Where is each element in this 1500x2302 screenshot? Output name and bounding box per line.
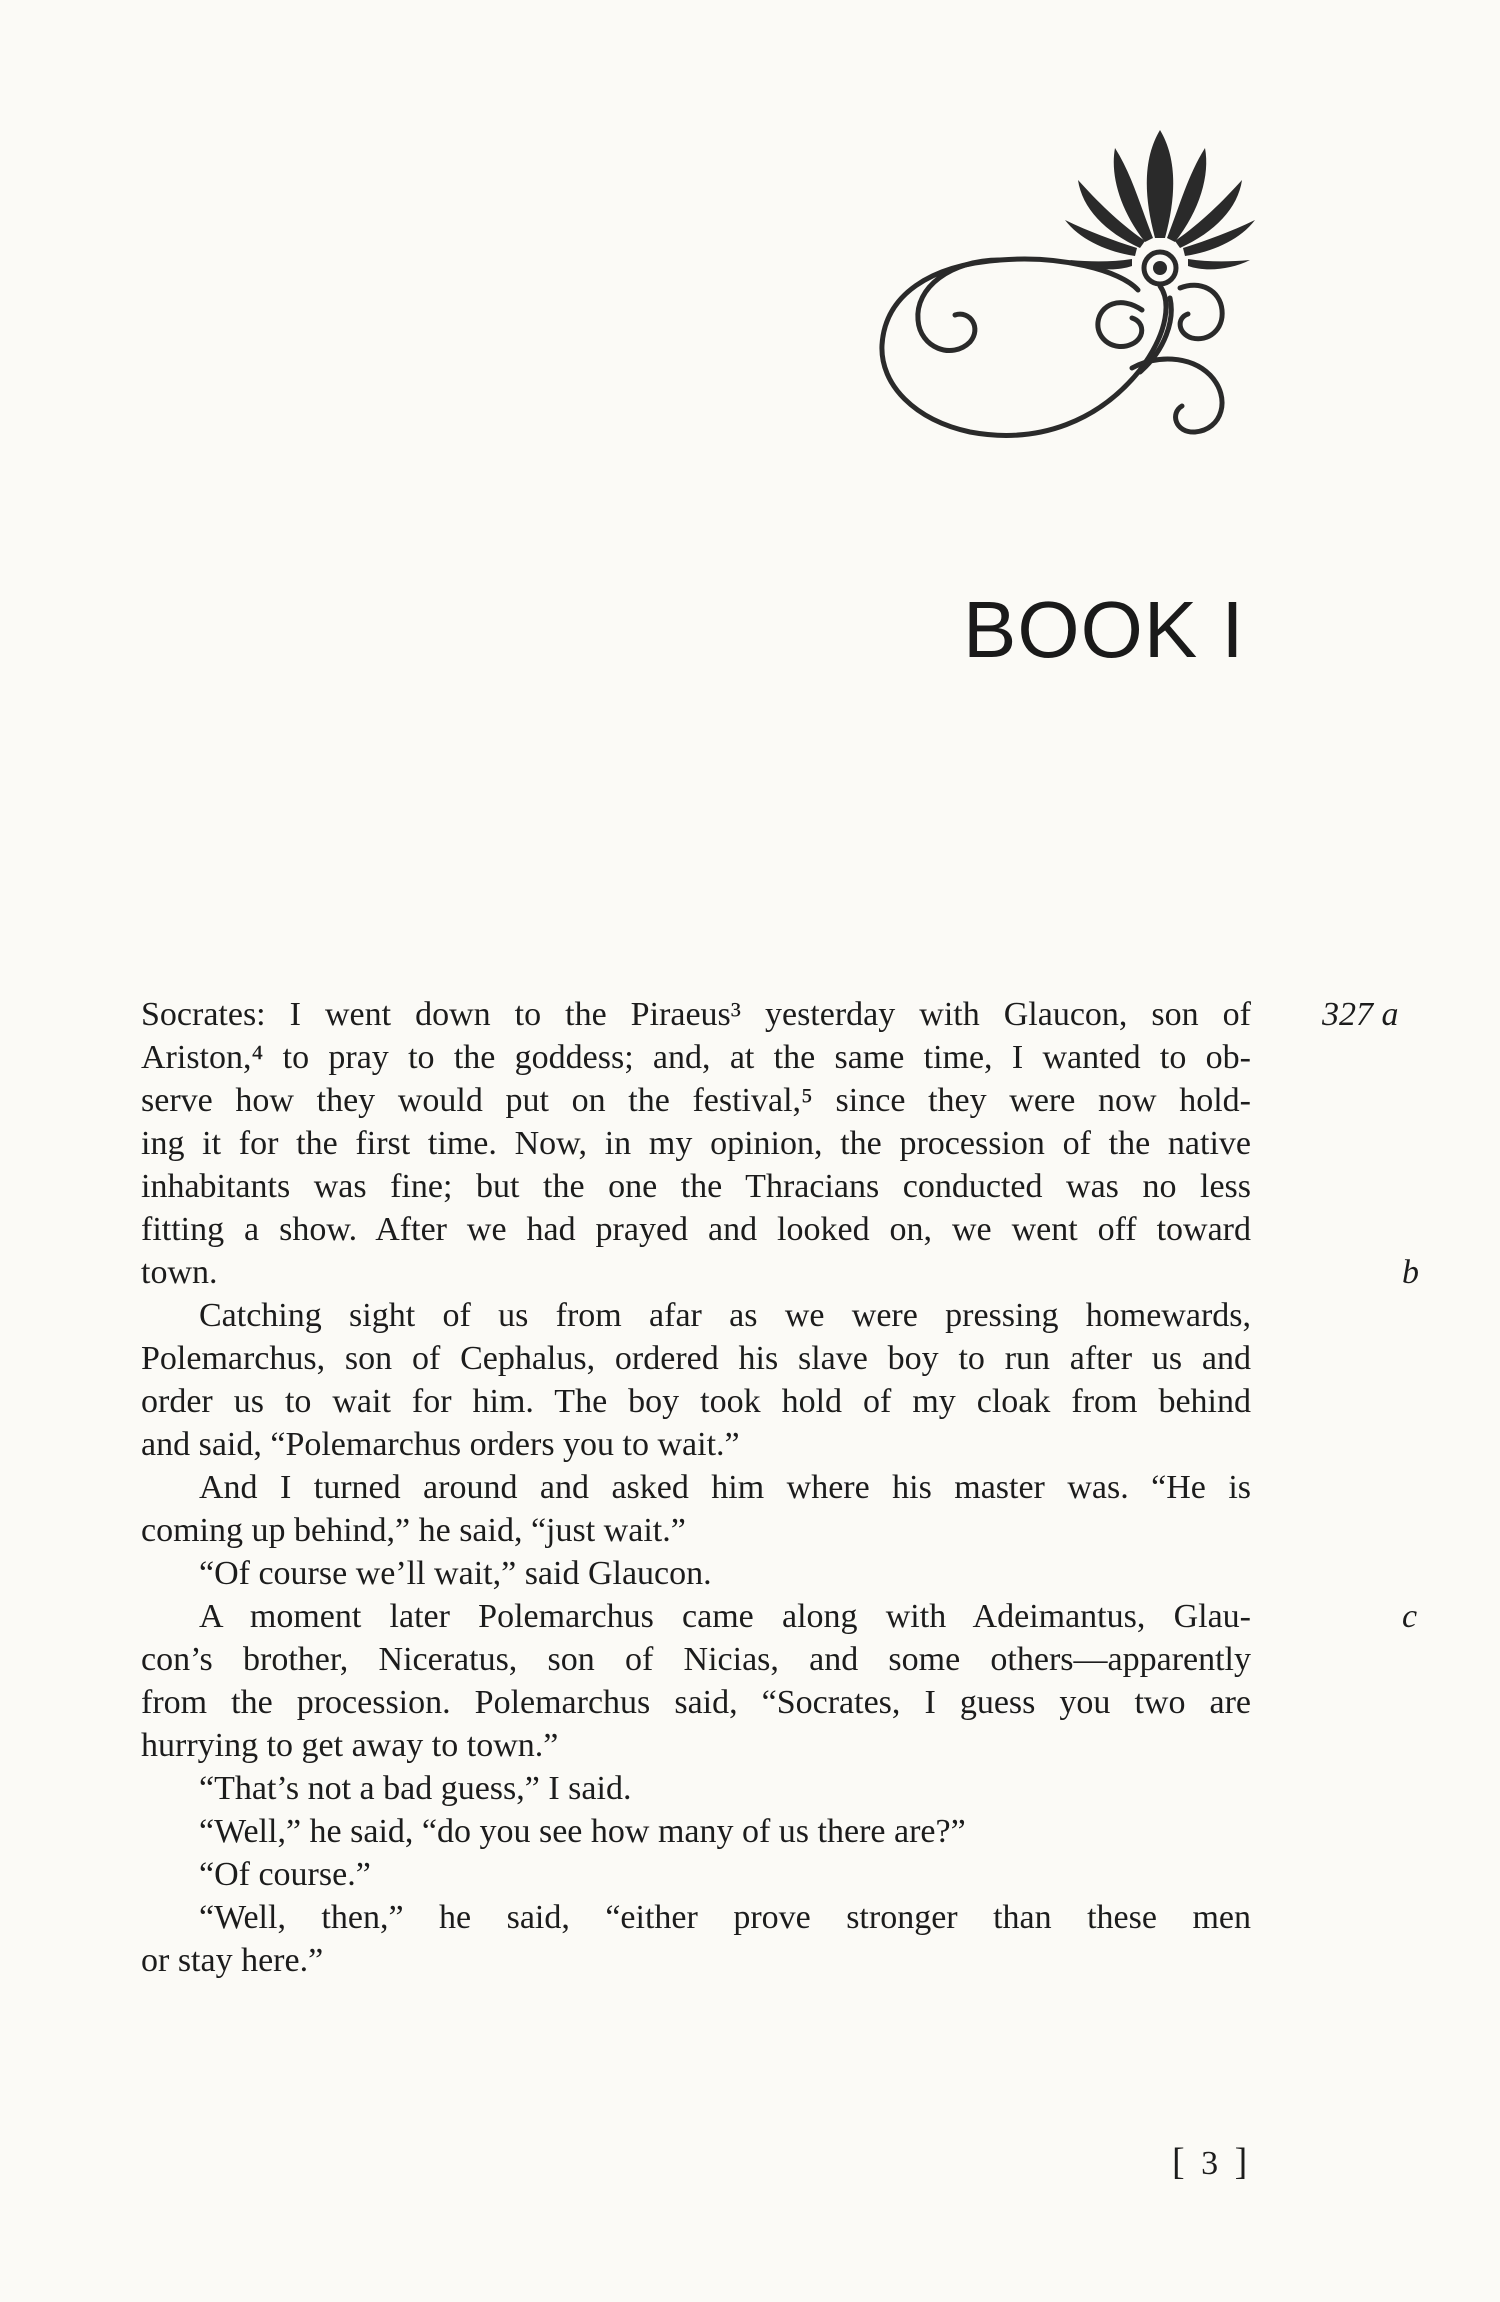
page-number-open-bracket: [ [1172, 2141, 1189, 2183]
text-line: serve how they would put on the festival,⁵ since they were now hold- [141, 1082, 1251, 1119]
page-number [1172, 2140, 1251, 2184]
page-number-close-bracket: ] [1234, 2141, 1252, 2183]
text-line: Polemarchus, son of Cephalus, ordered his slave boy to run after us and [141, 1340, 1251, 1377]
text-line: inhabitants was fine; but the one the Thracians conducted was no less [141, 1168, 1251, 1205]
text-line: and said, “Polemarchus orders you to wait.” [141, 1426, 740, 1463]
text-line: Catching sight of us from afar as we were pressing homewards, [199, 1297, 1251, 1334]
text-line: con’s brother, Niceratus, son of Nicias, and some others—apparently [141, 1641, 1251, 1678]
text-line: Socrates: I went down to the Piraeus³ yesterday with Glaucon, son of [141, 996, 1251, 1033]
text-line: “Of course we’ll wait,” said Glaucon. [199, 1555, 712, 1592]
text-line: coming up behind,” he said, “just wait.” [141, 1512, 686, 1549]
text-line: or stay here.” [141, 1942, 324, 1979]
text-line: “Of course.” [199, 1856, 371, 1893]
main-text [141, 993, 1251, 1982]
text-line: Ariston,⁴ to pray to the goddess; and, at the same time, I wanted to ob- [141, 1039, 1251, 1076]
text-line: A moment later Polemarchus came along with Adeimantus, Glau- [199, 1598, 1251, 1635]
text-line: hurrying to get away to town.” [141, 1727, 559, 1764]
text-line: town. [141, 1254, 218, 1291]
margin-ref-c: c [1402, 1598, 1418, 1635]
page-number-value: 3 [1201, 2145, 1223, 2182]
margin-ref-b: b [1402, 1254, 1419, 1291]
text-line: ing it for the first time. Now, in my opinion, the procession of the native [141, 1125, 1251, 1162]
palmette-ornament-icon [870, 120, 1260, 460]
text-line: fitting a show. After we had prayed and looked on, we went off toward [141, 1211, 1251, 1248]
text-line: “That’s not a bad guess,” I said. [199, 1770, 632, 1807]
margin-ref-a: 327 a [1322, 996, 1399, 1033]
text-line: from the procession. Polemarchus said, “Socrates, I guess you two are [141, 1684, 1251, 1721]
book-title: BOOK I [963, 585, 1245, 674]
text-line: “Well, then,” he said, “either prove stronger than these men [199, 1899, 1251, 1936]
text-line: And I turned around and asked him where his master was. “He is [199, 1469, 1251, 1506]
text-line: “Well,” he said, “do you see how many of us there are?” [199, 1813, 966, 1850]
text-line: order us to wait for him. The boy took hold of my cloak from behind [141, 1383, 1251, 1420]
